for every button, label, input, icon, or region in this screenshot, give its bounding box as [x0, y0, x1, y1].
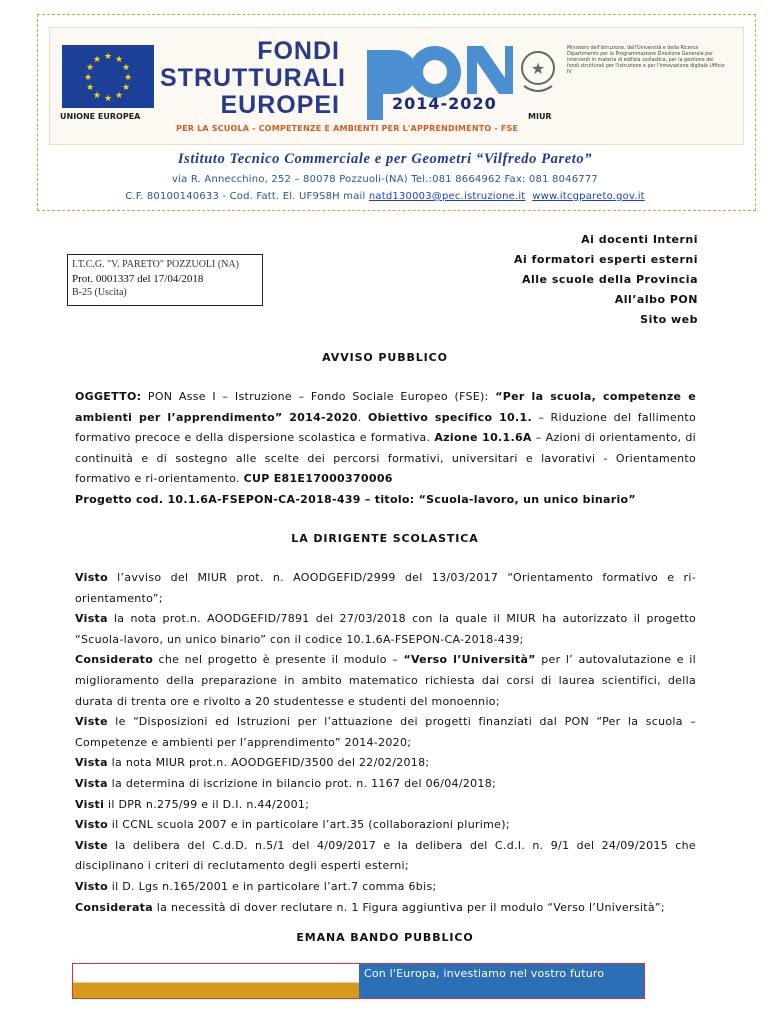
visto-text: per l’ autovalutazione e il miglioramento della preparazione in ambito matematico richiesta dai corsi di laurea scientifici, della durata di trenta ore e rivolto a 20 studentesse e studenti del monoennio; [75, 653, 696, 708]
project-code: Progetto cod. 10.1.6A-FSEPON-CA-2018-439 – titolo: “Scuola-lavoro, un unico binario” [75, 492, 636, 506]
visto-text: la nota MIUR prot.n. AOODGEFID/3500 del 22/02/2018; [107, 756, 430, 770]
oggetto-text-1: PON Asse I – Istruzione – Fondo Sociale Europeo (FSE): [141, 390, 496, 403]
school-name: Istituto Tecnico Commerciale e per Geometri “Vilfredo Pareto” [177, 151, 593, 167]
school-codes [0, 191, 770, 202]
svg-text:★: ★ [92, 91, 102, 101]
recipient-3: Alle scuole della Provincia [521, 273, 698, 286]
visto-item [75, 836, 696, 877]
visto-item [75, 650, 696, 712]
dirigente-title: LA DIRIGENTE SCOLASTICA [291, 532, 479, 545]
visto-item [75, 568, 696, 609]
visto-text: la determina di iscrizione in bilancio prot. n. 1167 del 06/04/2018; [107, 776, 497, 790]
visto-text: le “Disposizioni ed Istruzioni per l’attuazione dei progetti finanziati dal PON “Per la scuola – Competenze e ambienti per l’apprendimento” 2014-2020; [75, 715, 696, 749]
oggetto-bold-3: Azione 10.1.6A [434, 431, 532, 445]
website-link[interactable]: www.itcgpareto.gov.it [532, 191, 645, 202]
visto-item [75, 774, 696, 795]
codes-text: C.F. 80100140633 - Cod. Fatt. El. UF9S8H mail [125, 191, 369, 202]
visto-keyword: Considerata [75, 900, 153, 914]
visto-keyword: Vista [75, 756, 108, 770]
oggetto-bold-1: “Per la scuola, competenze e ambienti per l’apprendimento” 2014-2020 [75, 390, 696, 424]
visto-item [75, 712, 696, 753]
visto-text: il D. Lgs n.165/2001 e in particolare l’art.7 comma 6bis; [107, 879, 437, 893]
recipient-5: Sito web [640, 313, 698, 326]
module-name: “Verso l’Università” [403, 653, 536, 667]
visto-keyword: Viste [75, 715, 108, 729]
miur-label: MIUR [528, 112, 552, 121]
svg-text:★: ★ [85, 63, 95, 73]
stamp-line-2: Prot. 0001337 del 17/04/2018 [72, 273, 204, 285]
visto-text: la delibera del C.d.D. n.5/1 del 4/09/2017 e la delibera del C.d.I. n. 9/1 del 24/09/2015 che disciplinano i criteri di reclutamento degli esperti esterni; [75, 838, 696, 873]
eu-label: UNIONE EUROPEA [60, 112, 141, 121]
svg-text:★: ★ [83, 73, 93, 83]
visto-text: che nel progetto è presente il modulo – [153, 653, 404, 667]
svg-text:★: ★ [114, 55, 124, 65]
svg-text:★: ★ [114, 91, 124, 101]
visto-text: la nota prot.n. AOODGEFID/7891 del 27/03/2018 con la quale il MIUR ha autorizzato il progetto “Scuola-lavoro, un unico binario” con il codice 10.1.6A-FSEPON-CA-2018-439; [75, 612, 696, 646]
oggetto-text-3: – Riduzione del fallimento formativo precoce e della dispersione scolastica e formativa. [75, 410, 697, 445]
oggetto-bold-2: Obiettivo specifico 10.1. [367, 410, 532, 424]
recipient-4: All’albo PON [614, 293, 698, 306]
fondi-line-1: FONDI [257, 37, 340, 65]
visto-item [75, 609, 696, 650]
visto-keyword: Visto [75, 879, 108, 893]
visto-text: la necessità di dover reclutare n. 1 Figura aggiuntiva per il modulo “Verso l’Università”; [152, 900, 665, 914]
visto-keyword: Visto [75, 571, 108, 584]
visto-keyword: Vista [75, 776, 108, 790]
eu-flag-icon [62, 45, 154, 108]
emana-title: EMANA BANDO PUBBLICO [296, 931, 474, 944]
italian-emblem-icon [518, 46, 558, 96]
visto-keyword: Visto [75, 818, 108, 832]
svg-text:★: ★ [123, 73, 133, 83]
svg-text:★: ★ [121, 83, 131, 93]
visto-text: il DPR n.275/99 e il D.I. n.44/2001; [104, 797, 310, 811]
email-link[interactable]: natd130003@pec.istruzione.it [368, 191, 526, 202]
recipient-2: Ai formatori esperti esterni [514, 253, 698, 266]
miur-description: Ministero dell'Istruzione, dell'Università e della Ricerca Dipartimento per la Programmazione Direzione Generale per interventi in materia di edilizia scolastica, per la gestione dei fondi strutturali per l'istruzione e per l'innovazione digitale Ufficio IV [567, 46, 725, 75]
oggetto-label: OGGETTO: [75, 390, 142, 403]
visti-list [75, 568, 696, 918]
stamp-line-3: B-25 (Uscita) [72, 287, 127, 298]
svg-text:★: ★ [103, 52, 113, 62]
visto-keyword: Visti [75, 797, 105, 811]
oggetto-cup: CUP E81E17000370006 [243, 472, 393, 486]
recipient-1: Ai docenti Interni [581, 233, 698, 246]
protocol-stamp [67, 254, 263, 306]
fondi-line-2: STRUTTURALI [160, 64, 346, 92]
visto-keyword: Vista [75, 612, 108, 626]
visto-item [75, 795, 696, 816]
visto-text: l’avviso del MIUR prot. n. AOODGEFID/2999 del 13/03/2017 “Orientamento formativo e ri-orientamento”; [75, 571, 696, 605]
footer-slogan: Con l'Europa, investiamo nel vostro futuro [364, 967, 605, 980]
oggetto-text-4: – Azioni di orientamento, di continuità e di sostegno alle scelte dei percorsi formativi, universitari e lavorativi - Orientamento formativo e ri-orientamento. [75, 431, 697, 486]
oggetto-paragraph [75, 387, 696, 511]
svg-text:★: ★ [530, 59, 546, 78]
footer-banner [72, 963, 645, 999]
svg-text:★: ★ [85, 83, 95, 93]
school-address: via R. Annecchino, 252 – 80078 Pozzuoli-(NA) Tel.:081 8664962 Fax: 081 8046777 [172, 174, 598, 185]
pon-years: 2014-2020 [392, 94, 497, 113]
oggetto-text-2: . [357, 410, 368, 424]
pon-strip: PER LA SCUOLA - COMPETENZE E AMBIENTI PER L'APPRENDIMENTO - FSE [176, 124, 519, 133]
visto-item [75, 815, 696, 836]
visto-keyword: Considerato [75, 653, 154, 667]
visto-item [75, 877, 696, 898]
notice-title: AVVISO PUBBLICO [322, 351, 448, 364]
fondi-strutturali-logo [160, 37, 346, 119]
svg-text:★: ★ [121, 63, 131, 73]
visto-text: il CCNL scuola 2007 e in particolare l’art.35 (collaborazioni plurime); [107, 818, 510, 832]
visto-item [75, 753, 696, 774]
stamp-line-1: I.T.C.G. "V. PARETO" POZZUOLI (NA) [72, 259, 239, 270]
fondi-line-3: EUROPEI [220, 91, 340, 119]
svg-text:★: ★ [92, 55, 102, 65]
visto-keyword: Viste [75, 838, 108, 852]
visto-item [75, 898, 696, 919]
svg-text:★: ★ [103, 94, 113, 104]
